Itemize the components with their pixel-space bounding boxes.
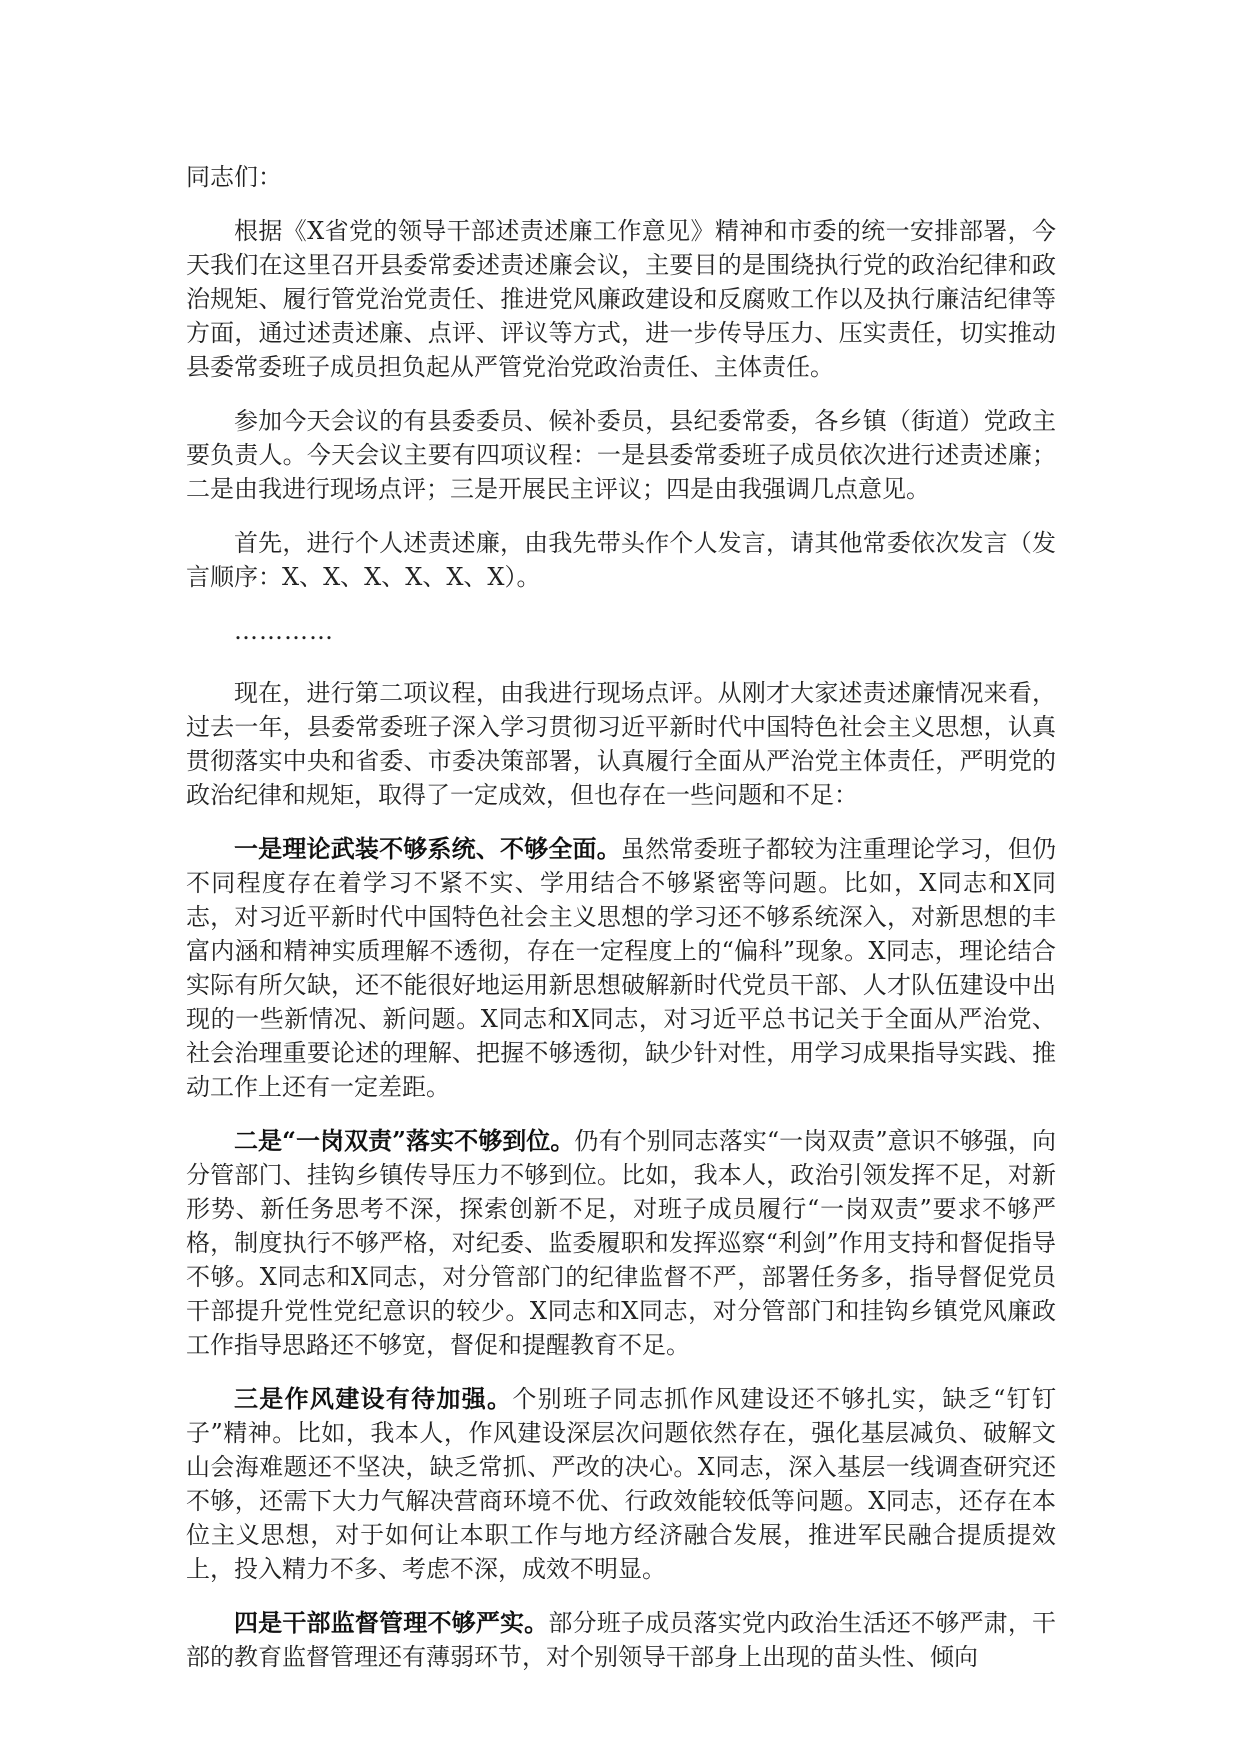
paragraph-review-intro: 现在，进行第二项议程，由我进行现场点评。从刚才大家述责述廉情况来看，过去一年，县委常委班子深入学习贯彻习近平新时代中国特色社会主义思想，认真贯彻落实中央和省委、市委决策部署，认真履行全面从严治党主体责任，严明党的政治纪律和规矩，取得了一定成效，但也存在一些问题和不足：	[186, 679, 1056, 809]
issue-body-2: 仍有个别同志落实“一岗双责”意识不够强，向分管部门、挂钩乡镇传导压力不够到位。比如，我本人，政治引领发挥不足，对新形势、新任务思考不深，探索创新不足，对班子成员履行“一岗双责”要求不够严格，制度执行不够严格，对纪委、监委履职和发挥巡察“利剑”作用支持和督促指导不够。X同志和X同志，对分管部门的纪律监督不严，部署任务多，指导督促党员干部提升党性党纪意识的较少。X同志和X同志，对分管部门和挂钩乡镇党风廉政工作指导思路还不够宽，督促和提醒教育不足。	[186, 1127, 1056, 1359]
document-body	[186, 160, 1056, 1694]
issue-paragraph-1	[186, 832, 1056, 1104]
issue-heading-3: 三是作风建设有待加强。	[234, 1384, 513, 1413]
salutation: 同志们：	[186, 163, 282, 191]
issue-body-3: 个别班子同志抓作风建设还不够扎实，缺乏“钉钉子”精神。比如，我本人，作风建设深层次问题依然存在，强化基层减负、破解文山会海难题还不坚决，缺乏常抓、严改的决心。X同志，深入基层一线调查研究还不够，还需下大力气解决营商环境不优、行政效能较低等问题。X同志，还存在本位主义思想，对于如何让本职工作与地方经济融合发展，推进军民融合提质提效上，投入精力不多、考虑不深，成效不明显。	[186, 1385, 1056, 1583]
paragraph-speaking-order: 首先，进行个人述责述廉，由我先带头作个人发言，请其他常委依次发言（发言顺序：X、X、X、X、X、X）。	[186, 529, 1056, 591]
issue-heading-1: 一是理论武装不够系统、不够全面。	[234, 834, 621, 863]
issue-paragraph-4	[186, 1606, 1056, 1674]
issue-heading-2: 二是“一岗双责”落实不够到位。	[234, 1126, 575, 1155]
issue-heading-4: 四是干部监督管理不够严实。	[234, 1608, 549, 1637]
paragraph-purpose: 根据《X省党的领导干部述责述廉工作意见》精神和市委的统一安排部署，今天我们在这里召开县委常委述责述廉会议，主要目的是围绕执行党的政治纪律和政治规矩、履行管党治党责任、推进党风廉政建设和反腐败工作以及执行廉洁纪律等方面，通过述责述廉、点评、评议等方式，进一步传导压力、压实责任，切实推动县委常委班子成员担负起从严管党治党政治责任、主体责任。	[186, 217, 1056, 381]
ellipsis-separator: …………	[234, 617, 334, 645]
issue-paragraph-2	[186, 1124, 1056, 1362]
issue-body-1: 虽然常委班子都较为注重理论学习，但仍不同程度存在着学习不紧不实、学用结合不够紧密等问题。比如，X同志和X同志，对习近平新时代中国特色社会主义思想的学习还不够系统深入，对新思想的丰富内涵和精神实质理解不透彻，存在一定程度上的“偏科”现象。X同志，理论结合实际有所欠缺，还不能很好地运用新思想破解新时代党员干部、人才队伍建设中出现的一些新情况、新问题。X同志和X同志，对习近平总书记关于全面从严治党、社会治理重要论述的理解、把握不够透彻，缺少针对性，用学习成果指导实践、推动工作上还有一定差距。	[186, 835, 1057, 1101]
paragraph-agenda: 参加今天会议的有县委委员、候补委员，县纪委常委，各乡镇（街道）党政主要负责人。今天会议主要有四项议程：一是县委常委班子成员依次进行述责述廉；二是由我进行现场点评；三是开展民主评议；四是由我强调几点意见。	[186, 407, 1056, 503]
issue-body-4: 部分班子成员落实党内政治生活还不够严肃，干部的教育监督管理还有薄弱环节，对个别领导干部身上出现的苗头性、倾向	[186, 1609, 1057, 1671]
issue-paragraph-3	[186, 1382, 1056, 1586]
